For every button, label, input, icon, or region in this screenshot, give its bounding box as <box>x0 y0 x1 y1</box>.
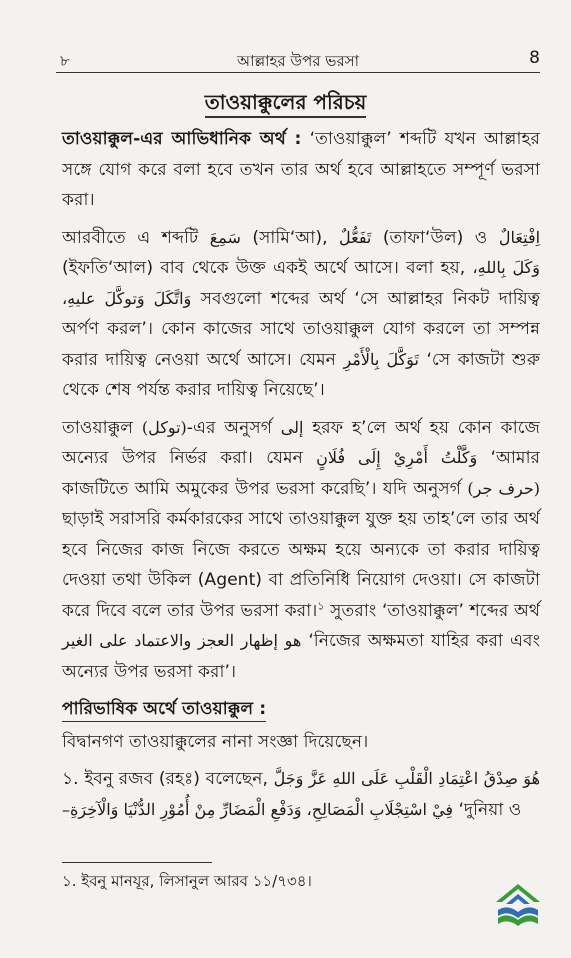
paragraph-ibn-rajab <box>62 764 540 825</box>
section-intro-line <box>62 727 540 758</box>
arabic-word: (حرف جر) <box>467 478 540 498</box>
page-number-bengali: ৮ <box>60 52 70 70</box>
text-run: (তাফা‘উল) ও <box>382 227 488 248</box>
lexical-meaning-text: ‘তাওয়াক্কুল’ শব্দটি যখন আল্লাহর সঙ্গে যোগ করে বলা হবে তখন তার অর্থ হবে আল্লাহতে সম্পূর্ণ ভরসা করা। <box>62 129 540 210</box>
running-header <box>56 50 540 73</box>
section-technical-meaning <box>62 694 540 725</box>
body-text <box>62 124 540 832</box>
text-run: সবগুলো শব্দের অর্থ ‘সে আল্লাহর নিকট দায়িত্ব অর্পণ করল’। কোন কাজের সাথে তাওয়াক্কুল যোগ করলে তা সম্পন্ন করার দায়িত্ব নেওয়া অর্থে আসে। যেমন <box>62 288 541 370</box>
arabic-word: وَكَلَ بِاللهِ، <box>472 258 540 277</box>
arabic-word: إلى <box>280 417 304 437</box>
text-run: ছাড়াই সরাসরি কর্মকারকের সাথে তাওয়াক্কুল যুক্ত হয় তাহ’লে তার অর্থ হবে নিজের কাজ নিজে করতে অক্ষম হয়ে অন্যকে তা করার দায়িত্ব দেওয়া তথা উকিল (Agent) বা প্রতিনিধি নিয়োগ দেওয়া। সে কাজটা করে দিবে বলে তার উপর ভরসা করা। <box>62 509 540 621</box>
text-run: ‘নিজের অক্ষমতা যাহির করা এবং অন্যের উপর ভরসা করা’। <box>62 631 540 682</box>
text-run: ‘দুনিয়া ও <box>458 799 522 820</box>
arabic-phrase: هو إظهار العجز والاعتماد على الغير <box>62 631 302 650</box>
book-tent-logo-icon <box>492 878 544 930</box>
section-heading: পারিভাষিক অর্থে তাওয়াক্কুল : <box>62 697 266 722</box>
chapter-title: তাওয়াক্কুলের পরিচয় <box>205 90 367 118</box>
text-run: -এর অনুসর্গ <box>186 417 273 438</box>
arabic-word: تَفَعُّلٌ <box>339 227 372 247</box>
arabic-quote: هُوَ صِدْقُ اعْتِمَادِ الْقَلْبِ عَلَى اللهِ عَزَّ وَجَلَّ فِيْ اسْتِجْلَابِ الْمَصَالِحِ، وَدَفْعِ الْمَضَارِّ مِنْ أُمُوْرِ الدُّنْيَا وَالْآخِرَةِ– <box>62 769 541 819</box>
paragraph-preposition-usage <box>62 413 540 688</box>
page-number: 8 <box>529 48 540 68</box>
arabic-word: (توكل) <box>141 417 187 437</box>
text-run: (সামি‘আ), <box>252 227 328 248</box>
text-run: বিদ্বানগণ তাওয়াক্কুলের নানা সংজ্ঞা দিয়েছেন। <box>62 731 369 752</box>
text-run: ১. ইবনু রজব (রহঃ) বলেছেন, <box>62 769 268 789</box>
text-run: তাওয়াক্কুল <box>62 417 134 438</box>
text-run: ‘আমার কাজটিতে আমি অমুকের উপর ভরসা করেছি’। যদি অনুসর্গ <box>62 448 541 499</box>
arabic-phrase: وَكَّلْتُ أَمْرِيْ إِلَى فُلَانٍ <box>316 448 478 467</box>
running-title: আল্লাহর উপর ভরসা <box>237 52 359 70</box>
arabic-word: اِفْتِعَالٌ <box>498 227 541 247</box>
lexical-meaning-label: তাওয়াক্কুল-এর আভিধানিক অর্থ : <box>62 129 302 149</box>
arabic-word: وَاتَّكَلَ وَتوكَّلَ عليهِ، <box>62 288 192 308</box>
text-run: আরবীতে এ শব্দটি <box>62 227 199 248</box>
paragraph-arabic-forms <box>62 223 540 406</box>
footnote: ১. ইবনু মানযূর, লিসানুল আরব ১১/৭৩৪। <box>62 872 312 890</box>
text-run: (ইফতি‘আল) বাব থেকে উক্ত একই অর্থে আসে। বলা হয়, <box>62 258 466 278</box>
chapter-title-wrap <box>0 88 571 121</box>
text-run: হরফ হ’লে অর্থ হয় কোন কাজে অন্যের উপর নির্ভর করা। যেমন <box>62 417 540 468</box>
arabic-word: تَوَكَّلَ بِالْأَمْرِ <box>343 349 419 369</box>
paragraph-lexical-meaning <box>62 124 540 216</box>
footnote-marker: ১ <box>317 598 325 612</box>
text-run: সুতরাং ‘তাওয়াক্কুল’ শব্দের অর্থ <box>330 600 540 621</box>
text-run: ‘সে কাজটা শুরু থেকে শেষ পর্যন্ত করার দায়িত্ব নিয়েছে’। <box>62 349 541 400</box>
footnote-divider <box>62 862 212 863</box>
arabic-word: سَمِعَ <box>209 227 241 247</box>
